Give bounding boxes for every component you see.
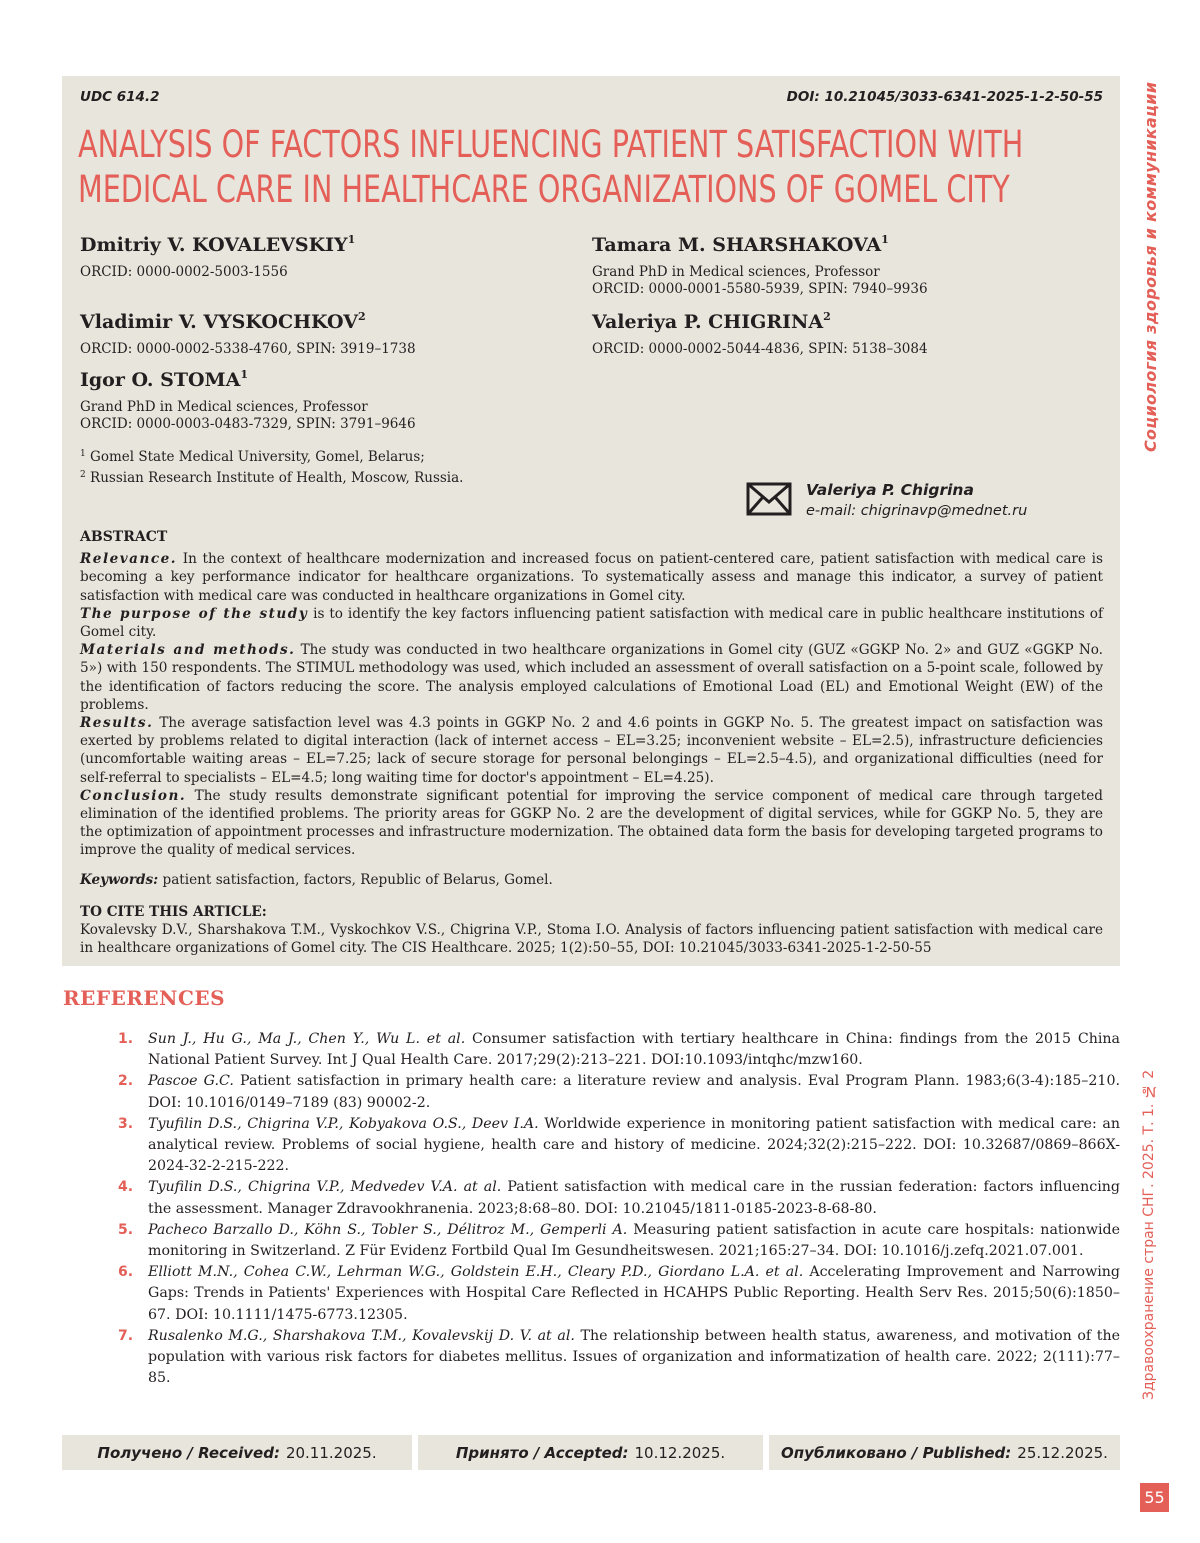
author-info: ORCID: 0000-0002-5003-1556 [80, 264, 288, 280]
journal-section-label: Социология здоровья и коммуникации [1141, 81, 1160, 452]
abstract-heading: ABSTRACT [80, 529, 168, 545]
reference-item: 5. Pacheco Barzallo D., Köhn S., Tobler S., Délitroz M., Gemperli A. Measuring patient satisfaction in acute care hospitals: nationwide monitoring in Switzerland. Z Für Evidenz Fortbild Qual Im Gesundheitswesen. 2021;165:27–34. DOI: 10.1016/j.zefq.2021.07.001. [118, 1221, 1120, 1260]
author-block [80, 305, 416, 358]
author-info: Grand PhD in Medical sciences, Professor ORCID: 0000-0003-0483-7329, SPIN: 3791–9646 [80, 399, 416, 432]
references-list [118, 1029, 1120, 1389]
accepted-date-box: Принято / Accepted: 10.12.2025. [418, 1435, 763, 1470]
author-name: Tamara M. SHARSHAKOVA$^1$ [592, 233, 889, 256]
author-name: Dmitriy V. KOVALEVSKIY$^1$ [80, 233, 356, 256]
affiliation-item: $^2$ Russian Research Institute of Health, Moscow, Russia. [80, 470, 464, 486]
author-block [80, 363, 416, 433]
author-block [592, 305, 928, 358]
author-block [592, 228, 928, 298]
contact-email[interactable]: e-mail: chigrinavp@mednet.ru [806, 503, 1028, 519]
author-name: Igor O. STOMA$^1$ [80, 368, 248, 391]
author-info: Grand PhD in Medical sciences, Professor ORCID: 0000-0001-5580-5939, SPIN: 7940–9936 [592, 264, 928, 297]
received-date-box: Получено / Received: 20.11.2025. [62, 1435, 412, 1470]
author-info: ORCID: 0000-0002-5338-4760, SPIN: 3919–1738 [80, 341, 416, 357]
author-name: Valeriya P. CHIGRINA$^2$ [592, 310, 831, 333]
author-block [80, 228, 355, 281]
journal-citation-label: Здравоохранение стран СНГ. 2025. Т. 1. № 2 [1141, 1069, 1157, 1400]
abstract-results: Results. The average satisfaction level was 4.3 points in GGKP No. 2 and 4.6 points in GGKP No. 5. The greatest impact on satisfaction was exerted by problems related to digital interaction (lack of internet access – EL=3.25; inconvenient website – EL=2.5), infrastructure deficiencies (uncomfortable waiting areas – EL=7.25; lack of secure storage for personal belongings – EL=2.5–4.5), and organizational difficulties (need for self-referral to specialists – EL=4.5; long waiting time for doctor's appointment – EL=4.25). [80, 715, 1103, 786]
cite-text: Kovalevsky D.V., Sharshakova T.M., Vyskochkov V.S., Chigrina V.P., Stoma I.O. Analysis of factors influencing patient satisfaction with medical care in healthcare organizations of Gomel city. The CIS Healthcare. 2025; 1(2):50–55, DOI: 10.21045/3033-6341-2025-1-2-50-55 [80, 922, 1103, 957]
affiliations [80, 445, 463, 487]
affiliation-item: $^1$ Gomel State Medical University, Gomel, Belarus; [80, 449, 425, 465]
udc-code: UDC 614.2 [80, 89, 160, 105]
abstract-conclusion: Conclusion. The study results demonstrate significant potential for improving the service component of medical care through targeted elimination of the identified problems. The priority areas for GGKP No. 2 are the development of digital services, while for GGKP No. 5, they are the optimization of appointment processes and infrastructure modernization. The obtained data form the basis for developing targeted programs to improve the quality of medical services. [80, 787, 1103, 859]
reference-item: 4. Tyufilin D.S., Chigrina V.P., Medvedev V.A. at al. Patient satisfaction with medical care in the russian federation: factors influencing the assessment. Manager Zdravookhranenia. 2023;8:68–80. DOI: 10.21045/1811-0185-2023-8-68-80. [118, 1179, 1120, 1217]
article-title-line: ANALYSIS OF FACTORS INFLUENCING PATIENT SATISFACTION WITH [78, 123, 1024, 166]
author-name: Vladimir V. VYSKOCHKOV$^2$ [80, 310, 366, 333]
abstract-purpose: The purpose of the study is to identify the key factors influencing patient satisfaction with medical care in public healthcare institutions of Gomel city. [80, 605, 1103, 641]
keywords: Keywords: patient satisfaction, factors, Republic of Belarus, Gomel. [80, 871, 553, 888]
envelope-icon [746, 482, 792, 516]
article-title-line: MEDICAL CARE IN HEALTHCARE ORGANIZATIONS OF GOMEL CITY [78, 168, 1010, 211]
reference-item: 6. Elliott M.N., Cohea C.W., Lehrman W.G., Goldstein E.H., Cleary P.D., Giordano L.A. et al. Accelerating Improvement and Narrowing Gaps: Trends in Patients' Experiences with Hospital Care Reflected in HCAHPS Public Reporting. Health Serv Res. 2015;50(6):1850–67. DOI: 10.1111/1475-6773.12305. [118, 1264, 1120, 1323]
article-title [78, 122, 1093, 212]
doi-header: DOI: 10.21045/3033-6341-2025-1-2-50-55 [786, 89, 1103, 105]
abstract-relevance: Relevance. In the context of healthcare modernization and increased focus on patient-centered care, patient satisfaction with medical care is becoming a key performance indicator for healthcare organizations. To systematically assess and manage this indicator, a survey of patient satisfaction with medical care was conducted in healthcare organizations in Gomel city. [80, 551, 1103, 604]
reference-item: 1. Sun J., Hu G., Ma J., Chen Y., Wu L. et al. Consumer satisfaction with tertiary healthcare in China: findings from the 2015 China National Patient Survey. Int J Qual Health Care. 2017;29(2):213–221. DOI:10.1093/intqhc/mzw160. [118, 1031, 1120, 1069]
contact-name: Valeriya P. Chigrina [806, 481, 974, 499]
reference-item: 3. Tyufilin D.S., Chigrina V.P., Kobyakova O.S., Deev I.A. Worldwide experience in monitoring patient satisfaction with medical care: an analytical review. Problems of social hygiene, health care and history of medicine. 2024;32(2):215–222. DOI: 10.32687/0869–866X-2024-32-2-215-222. [118, 1115, 1120, 1175]
cite-heading: TO CITE THIS ARTICLE: [80, 903, 267, 920]
article-header-panel [62, 76, 1120, 966]
reference-item: 7. Rusalenko M.G., Sharshakova T.M., Kovalevskij D. V. at al. The relationship between health status, awareness, and motivation of the population with various risk factors for diabetes mellitus. Issues of organization and informatization of health care. 2022; 2(111):77–85. [118, 1327, 1120, 1387]
reference-item: 2. Pascoe G.C. Patient satisfaction in primary health care: a literature review and analysis. Eval Program Plann. 1983;6(3-4):185–210. DOI: 10.1016/0149–7189 (83) 90002-2. [118, 1073, 1120, 1111]
corresponding-author [746, 480, 1027, 521]
author-info: ORCID: 0000-0002-5044-4836, SPIN: 5138–3084 [592, 341, 928, 357]
abstract-methods: Materials and methods. The study was conducted in two healthcare organizations in Gomel city (GUZ «GGKP No. 2» and GUZ «GGKP No. 5») with 150 respondents. The STIMUL methodology was used, which included an assessment of overall satisfaction on a 5-point scale, followed by the identification of factors reducing the score. The analysis employed calculations of Emotional Load (EL) and Emotional Weight (EW) of the problems. [80, 642, 1103, 713]
page-number: 55 [1140, 1483, 1169, 1512]
abstract [80, 528, 1103, 957]
published-date-box: Опубликовано / Published: 25.12.2025. [769, 1435, 1120, 1470]
references-heading: REFERENCES [63, 986, 226, 1010]
